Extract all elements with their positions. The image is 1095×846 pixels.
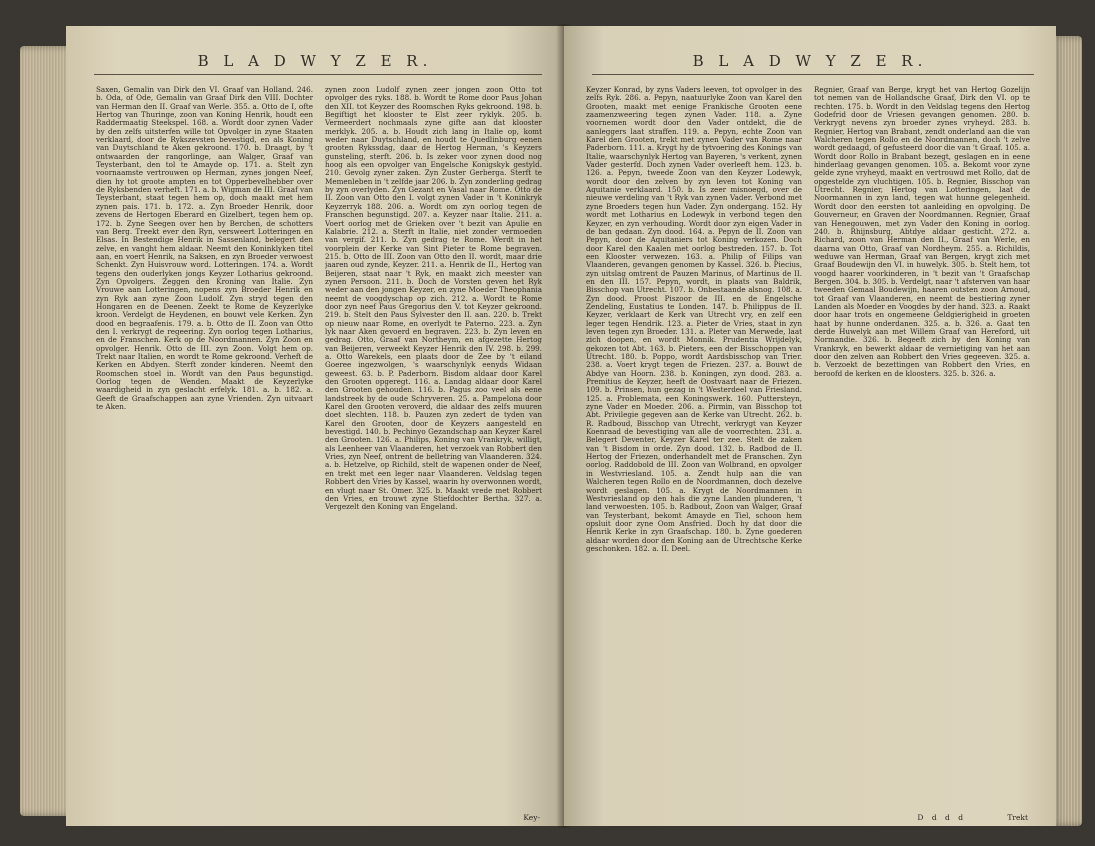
left-column-2: [325, 86, 542, 811]
right-catchword: Trekt: [1007, 813, 1028, 822]
right-columns: [586, 86, 1030, 811]
left-page: [66, 26, 564, 826]
left-catchword: Key-: [523, 813, 540, 822]
left-running-head: B L A D W Y Z E R.: [197, 52, 433, 70]
right-running-head: B L A D W Y Z E R.: [692, 52, 928, 70]
left-columns: [96, 86, 542, 811]
right-column-2: [814, 86, 1030, 811]
left-column-1: [96, 86, 313, 811]
left-column-2-text: zynen zoon Ludolf zynen zeer jongen zoon Otto tot opvolger des ryks. 188. b. Wordt te Rome door Paus Johan den XII. tot Keyzer des Roomschen Ryks gekroond. 198. b. Begiftigt het klooster te Elst zeer ryklyk. 205. b. Vermeerdert nochmaals zyne gifte aan dat klooster merklyk. 205. a. b. Houdt zich lang in Italie op, komt weder naar Duytschland, en houdt te Quedlinburg eenen grooten Rykssdag, daar de Hertog Herman, 's Keyzers gunsteling, sterft. 206. b. Is zeker voor zynen dood nog hoog als een opvolger van Engelsche Konigskyk gestyld. 210. Gevolg zyner zaken. Zyn Zuster Gerberga. Sterft te Memenleben in 't zelfde jaar 206. b. Zyn zonderling gedrag by zyn overlyden. Zyn Gezant en Vasal naar Rome. Otto de II. Zoon van Otto den I. volgt zynen Vader in 't Koninkryk Keyzerryk 188. 206. a. Wordt om zyn oorlog tegen de Franschen begunstigd. 207. a. Keyzer naar Italie. 211. a. Voert oorlog met de Grieken over 't bezit van Apulie en Kalabrie. 212. a. Sterft in Italie, niet zonder vermoeden van vergif. 211. b. Zyn gedrag te Rome. Werdt in het voorplein der Kerke van Sint Pieter te Rome begraven. 215. b. Otto de III. Zoon van Otto den II. wordt, maar drie jaaren oud zynde, Keyzer. 211. a. Henrik de II., Hertog van Beijeren, staat naar 't Ryk, en maakt zich meester van zynen Persoon. 211. b. Doch de Vorsten geven het Ryk weder aan den jongen Keyzer, en zyne Moeder Theophania neemt de voogdyschap op zich. 212. a. Wordt te Rome door zyn neef Paus Gregorius den V. tot Keyzer gekroond. 219. b. Stelt den Paus Sylvester den II. aan. 220. b. Trekt op nieuw naar Rome, en overlydt te Paterno. 223. a. Zyn lyk naar Aken gevoerd en begraven. 223. b. Zyn leven en gedrag. Otto, Graaf van Northeym, en afgezette Hertog van Beijeren, verweekt Keyzer Henrik den IV. 298. b. 299. a. Otto Warekels, een plaats door de Zee by 't eiland Goeree ingezwolgen, 's waarschynlyk eenyds Widaan geweest. 63. b. P. Paderborn. Bisdom aldaar door Karel den Grooten opgeregt. 116. a. Landag aldaar door Karel den Grooten gehouden. 116. b. Pagus zoo veel als eene landstreek by de oude Schryveren. 25. a. Pampelona door Karel den Grooten veroverd, die aldaar des zelfs muuren doet slechten. 118. b. Pauzen zyn zedert de tyden van Karel den Grooten, door de Keyzers aangesteld en bevestigd. 140. b. Pechinyo Gezandschap aan Keyzer Karel den Grooten. 126. a. Philips, Koning van Vrankryk, willigt, als Leenheer van Vlaanderen, het verzoek van Robbert den Vries, zyn Neef, ontrent de belletring van Vlaanderen. 324. a. b. Hetzelve, op Richild, stelt de wapenen onder de Neef, en trekt met een leger naar Vlaanderen. Veldslag tegen Robbert den Vries by Kassel, waarin hy overwonnen wordt, en vlugt naar St. Omer. 325. b. Maakt vrede met Robbert den Vries, en trouwt zyne Stiefdochter Bertha. 327. a. Vergezelt den Koning van Engeland.: [325, 86, 542, 512]
right-head-rule: [592, 74, 1034, 75]
open-book: [20, 16, 1082, 834]
right-page-edges: [1052, 36, 1082, 826]
left-head-rule: [94, 74, 542, 75]
right-page: [564, 26, 1056, 826]
right-column-1: [586, 86, 802, 811]
right-column-1-text: Keyzer Konrad, by zyns Vaders leeven, tot opvolger in des zelfs Ryk. 286. a. Pepyn, naatuurlyke Zoon van Karel den Grooten, maakt met eenige Frankische Grooten eene zaamenzweering tegen zynen Vader. 118. a. Zyne voornemen wordt door den Vader ontdekt, die de aanleggers laat straffen. 119. a. Pepyn, echte Zoon van Karel den Grooten, trekt met zynen Vader van Rome naar Paderborn. 111. a. Krygt hy de tytvoering des Konings van Italie, waarschynlyk Hertog van Bayeren, 's verkent, zynen Vader gesterfd. Doch zynen Vader overleeft hem. 123. b. 126. a. Pepyn, tweede Zoon van den Keyzer Lodewyk, wordt door den zelven by zyn leven tot Koning van Aquitanie verklaard. 150. b. Is zeer misnoegd, over de nieuwe verdeling van 't Ryk van zynen Vader. Verbond met zyne Broeders tegen hun Vader. Zyn ondergang. 152. Hy wordt met Lotharius en Lodewyk in verbond tegen den Keyzer, en zyn verhouding. Wordt door zyn eigen Vader in de ban gedaan. Zyn dood. 164. a. Pepyn de II. Zoon van Pepyn, door de Aquitaniers tot Koning verkozen. Doch door Karel den Kaalen met oorlog bestreden. 157. b. Tot een Klooster verwezen. 163. a. Philip of Filips van Vlaanderen, gevangen genomen by Kassel. 326. b. Piecius, zyn uitslag omtrent de Pauzen Marinus, of Martinus de II. en den III. 157. Pepyn, wordt, in plaats van Baldrik, Bisschop van Utrecht. 107. b. Onbestaande alsnog. 108. a. Zyn dood. Proost Piszoor de III. en de Engelsche Zendeling, Eustatius te Londen. 147. b. Philippus de II. Keyzer, verklaart de Kerk van Utrecht vry, en zelf een leger tegen Hendrik. 123. a. Pieter de Vries, staat in zyn leven tegen zyn Broeder. 131. a. Pleter van Merwede, laat zich doopen, en wordt Monnik. Prudentia Wrijdelyk, gekozen tot Abt. 163. b. Pieters, een der Bisschoppen van Utrecht. 180. b. Poppo, wordt Aardsbisschop van Trier. 238. a. Voert krygt tegen de Friezen. 237. a. Bouwt de Abdye van Hoorn. 238. b. Koningen, zyn dood. 283. a. Premitius de Keyzer, heeft de Oostvaart naar de Friezen. 109. b. Prinsen, hun gezag in 't Westerdeel van Friesland. 125. a. Problemata, een Koningswerk. 160. Puttersteyn, zyne Vader en Moeder. 206. a. Pirmin, van Bisschop tot Abt. Privilegie gegeven aan de Kerke van Utrecht. 262. b. R. Radboud, Bisschop van Utrecht, verkrygt van Keyzer Koenraad de bevestiging van alle de voorrechten. 231. a. Belegert Deventer, Keyzer Karel ter zee. Stelt de zaken van 't Bisdom in orde. Zyn dood. 132. b. Radbod de II. Hertog der Friezen, onderhandelt met de Franschen. Zyn oorlog. Raddobold de III. Zoon van Wolbrand, en opvolger in Westvriesland. 105. a. Zendt hulp aan die van Walcheren tegen Rollo en de Noordmannen, doch dezelve wordt geslagen. 105. a. Krygt de Noordmannen in Westvriesland op den hals die zyne Landen plunderen, 't land verwoesten. 105. b. Radbout, Zoon van Walger, Graaf van Teysterbant, bekomt Amayde en Tiel, schoon hem opsluit door zyne Oom Ansfried. Doch hy dat door die Henrik Kerke in zyn Graafschap. 180. b. Zyne goederen aldaar worden door den Koning aan de Utrechtsche Kerke geschonken. 182. a. II. Deel.: [586, 86, 802, 553]
right-column-2-text: Regnier, Graaf van Berge, krygt het van Hertog Gozelijn tot nemen van de Hollandsche Graaf, Dirk den VI. op te rechten. 175. b. Wordt in den Veldslag tegens den Hertog Godefrid door de Vriesen gevangen genomen. 280. b. Verkrygt nevens zyn broeder zynes vryheyd. 283. b. Regnier, Hertog van Brabant, zendt onderland aan die van Walcheren tegen Rollo en de Noordmannen, doch 't zelve wordt gedaagd, of gefusteerd door die van 't Graaf. 105. a. Wordt door Rollo in Brabant bezegt, geslagen en in eene hinderlaag gevangen genomen. 105. a. Bekomt voor zyne gelde zyne vryheyd, maakt en vertrouwd met Rollo, dat de opgestelde zyn vluchtigen. 105. b. Regnier, Bisschop van Utrecht. Regnier, Hertog van Lotteringen, laat de Noormannen in zyn land, tegen wat hunne gelegenheid. Wordt door den eersten tot aanleiding en opvolging. De Gouverneur, en Graven der Noordmannen. Regnier, Graaf van Henegouwen, met zyn Vader den Koning in oorlog. 240. b. Rhijnsburg, Abtdye aldaar gesticht. 272. a. Richard, zoon van Herman den II., Graaf van Werle, en daarna van Otto, Graaf van Nordheym. 255. a. Richildis, weduwe van Herman, Graaf van Bergen, krygt zich met Graaf Boudewijn den VI. in huwelyk. 305. b. Stelt hem, tot voogd haarer voorkinderen, in 't bezit van 't Graafschap Bergen. 304. b. 305. b. Verdelgt, naar 't afsterven van haar tweeden Gemaal Boudewijn, haaren outsten zoon Arnoud, tot Graaf van Vlaanderen, en neemt de bestiering zyner Landen als Moeder en Voogdes by der hand. 323. a. Raakt door haar trots en ongemeene Geldgierigheid in groeten haat by hunne onderdanen. 325. a. b. 326. a. Gaat ten derde Huwelyk aan met Willem Graaf van Hereford, uit Normandie. 326. b. Begeeft zich by den Koning van Vrankryk, en bewerkt aldaar de vernietiging van het aan door den zelven aan Robbert den Vries gegeeven. 325. a. b. Verzoekt de bezettingen van Robbert den Vries, en beroofd de kerken en de kloosters. 325. b. 326. a.: [814, 86, 1030, 378]
left-column-1-text: Saxen, Gemalin van Dirk den VI. Graaf van Holland. 246. b. Oda, of Ode, Gemalin van Graaf Dirk den VIII. Dochter van Herman den II. Graaf van Werle. 355. a. Otto de I, ofte Hertog van Thuringe, zoon van Koning Henrik, houdt een Raddermaatig Steekspel. 168. a. Wordt door zynen Vader by den zelfs uitsterfen wille tot Opvolger in zyne Staaten verklaard, door de Rykszevsten bevestigd, en als Koning van Duytschland te Aken gekroond. 170. b. Draagt, by 't ontwaarden der rangorlinge, aan Walger, Graaf van Teysterbant, den tol te Amayde op. 171. a. Stelt zyn voornaamste vertrouwen op Herman, zynes jongen Neef, dien hy tot groote ampten en tot Opperbevelhebber over de Ryksbenden verheft. 171. a. b. Wigman de III. Graaf van Teysterbant, staat tegen hem op, doch maakt met hem zynen pais. 171. b. 172. a. Zyn Broeder Henrik, door zevens de Hertogen Eberard en Gizelbert, tegen hem op. 172. b. Zyne Seegen over hen by Berchen, de schotters van Berg. Treekt ever den Ryn, versweert Lotteringen en Elsas. In Bestendige Henrik in Sassenland, belegert den zelve, en vanght hem aldaar. Neemt den Koninklyken titel aan, en voert Henrik, na Saksen, en zyn Broeder verwoest Schenkt. Zyn Huisvrouw word. Lotteringen. 174. a. Wordt tegens den ouderlyken jongs Keyzer Lotharius gekroond. Zyn Opvolgers. Zeggen den Kroning van Italie. Zyn Vrouwe aan Lotteringen, nopens zyn Broeder Henrik en zyn Ryk aan zyne Zoon Ludolf. Zyn stryd tegen den Hongaren en de Deenen. Zeekt te Rome de Keyzerlyke kroon. Verdelgt de Heydenen, en bouwt vele Kerken. Zyn dood en begraafenis. 179. a. b. Otto de II. Zoon van Otto den I. verkrygt de regeering. Zyn oorlog tegen Lotharius, en de Franschen. Kerk op de Noordmannen. Zyn Zoon en opvolger. Henrik. Otto de III. zyn Zoon. Volgt hem op. Trekt naar Italien, en wordt te Rome gekroond. Verheft de Kerken en Abdyen. Sterft zonder kinderen. Neemt den Roomschen stoel in. Wordt van den Paus begunstigd. Oorlog tegen de Wenden. Maakt de Keyzerlyke waardigheid in zyn geslacht erfelyk. 181. a. b. 182. a. Geeft de Graafschappen aan zyne Vrienden. Zyn uitvaart te Aken.: [96, 86, 313, 412]
printer-signature: D d d d: [917, 813, 966, 822]
